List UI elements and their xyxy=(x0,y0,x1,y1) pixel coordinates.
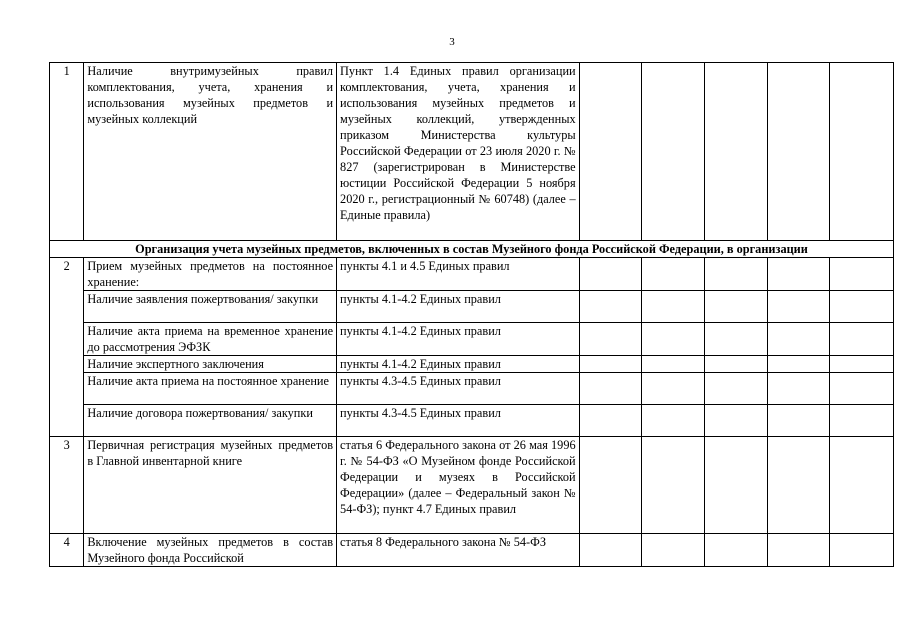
answer-cell xyxy=(704,356,767,373)
row-number: 2 xyxy=(50,258,84,437)
reference-cell: пункты 4.1-4.2 Единых правил xyxy=(337,291,580,323)
answer-cell xyxy=(830,373,894,405)
answer-cell xyxy=(704,291,767,323)
table-row xyxy=(50,373,894,405)
answer-cell xyxy=(642,534,705,567)
table-row xyxy=(50,356,894,373)
requirement-cell: Наличие экспертного заключения xyxy=(84,356,337,373)
reference-cell: статья 6 Федерального закона от 26 мая 1996 г. № 54-ФЗ «О Музейном фонде Российской Федерации и музеях в Российской Федерации» (далее – Федеральный закон № 54-ФЗ); пункт 4.7 Единых правил xyxy=(337,437,580,534)
table-row xyxy=(50,258,894,291)
answer-cell xyxy=(767,258,830,291)
answer-cell xyxy=(579,323,642,356)
answer-cell xyxy=(642,323,705,356)
answer-cell xyxy=(830,63,894,241)
answer-cell xyxy=(704,258,767,291)
answer-cell xyxy=(579,63,642,241)
answer-cell xyxy=(830,258,894,291)
answer-cell xyxy=(642,258,705,291)
reference-cell: статья 8 Федерального закона № 54-ФЗ xyxy=(337,534,580,567)
requirement-cell: Включение музейных предметов в состав Музейного фонда Российской xyxy=(84,534,337,567)
reference-cell: пункты 4.1-4.2 Единых правил xyxy=(337,356,580,373)
table-row xyxy=(50,534,894,567)
row-number: 4 xyxy=(50,534,84,567)
answer-cell xyxy=(579,373,642,405)
answer-cell xyxy=(767,63,830,241)
answer-cell xyxy=(830,405,894,437)
answer-cell xyxy=(830,291,894,323)
answer-cell xyxy=(704,405,767,437)
requirement-cell: Наличие заявления пожертвования/ закупки xyxy=(84,291,337,323)
reference-cell: пункты 4.3-4.5 Единых правил xyxy=(337,405,580,437)
table-row xyxy=(50,323,894,356)
answer-cell xyxy=(830,356,894,373)
answer-cell xyxy=(830,437,894,534)
reference-cell: пункты 4.3-4.5 Единых правил xyxy=(337,373,580,405)
answer-cell xyxy=(704,323,767,356)
table-row xyxy=(50,291,894,323)
answer-cell xyxy=(642,405,705,437)
answer-cell xyxy=(579,437,642,534)
answer-cell xyxy=(767,323,830,356)
reference-cell: пункты 4.1-4.2 Единых правил xyxy=(337,323,580,356)
answer-cell xyxy=(830,534,894,567)
requirement-cell: Наличие акта приема на временное хранение до рассмотрения ЭФЗК xyxy=(84,323,337,356)
answer-cell xyxy=(642,63,705,241)
answer-cell xyxy=(579,258,642,291)
answer-cell xyxy=(767,405,830,437)
row-number: 3 xyxy=(50,437,84,534)
requirement-cell: Наличие договора пожертвования/ закупки xyxy=(84,405,337,437)
section-heading: Организация учета музейных предметов, включенных в состав Музейного фонда Российской Федерации, в организации xyxy=(50,241,894,258)
reference-cell: Пункт 1.4 Единых правил организации комплектования, учета, хранения и использования музейных предметов и музейных коллекций, утвержденных приказом Министерства культуры Российской Федерации от 23 июля 2020 г. № 827 (зарегистрирован в Министерстве юстиции Российской Федерации 5 ноября 2020 г., регистрационный № 60748) (далее – Единые правила) xyxy=(337,63,580,241)
requirement-cell: Прием музейных предметов на постоянное хранение: xyxy=(84,258,337,291)
answer-cell xyxy=(704,437,767,534)
answer-cell xyxy=(767,373,830,405)
answer-cell xyxy=(767,356,830,373)
requirement-cell: Наличие акта приема на постоянное хранение xyxy=(84,373,337,405)
requirement-cell: Наличие внутримузейных правил комплектования, учета, хранения и использования музейных предметов и музейных коллекций xyxy=(84,63,337,241)
answer-cell xyxy=(579,291,642,323)
answer-cell xyxy=(767,437,830,534)
answer-cell xyxy=(642,291,705,323)
answer-cell xyxy=(579,356,642,373)
row-number: 1 xyxy=(50,63,84,241)
answer-cell xyxy=(704,63,767,241)
page-number: 3 xyxy=(449,36,455,48)
table-row xyxy=(50,405,894,437)
section-row xyxy=(50,241,894,258)
answer-cell xyxy=(579,534,642,567)
reference-cell: пункты 4.1 и 4.5 Единых правил xyxy=(337,258,580,291)
answer-cell xyxy=(830,323,894,356)
answer-cell xyxy=(704,373,767,405)
answer-cell xyxy=(767,291,830,323)
checklist-table xyxy=(49,62,894,567)
table-row xyxy=(50,63,894,241)
answer-cell xyxy=(579,405,642,437)
answer-cell xyxy=(767,534,830,567)
answer-cell xyxy=(704,534,767,567)
answer-cell xyxy=(642,356,705,373)
table-row xyxy=(50,437,894,534)
requirement-cell: Первичная регистрация музейных предметов в Главной инвентарной книге xyxy=(84,437,337,534)
answer-cell xyxy=(642,437,705,534)
answer-cell xyxy=(642,373,705,405)
